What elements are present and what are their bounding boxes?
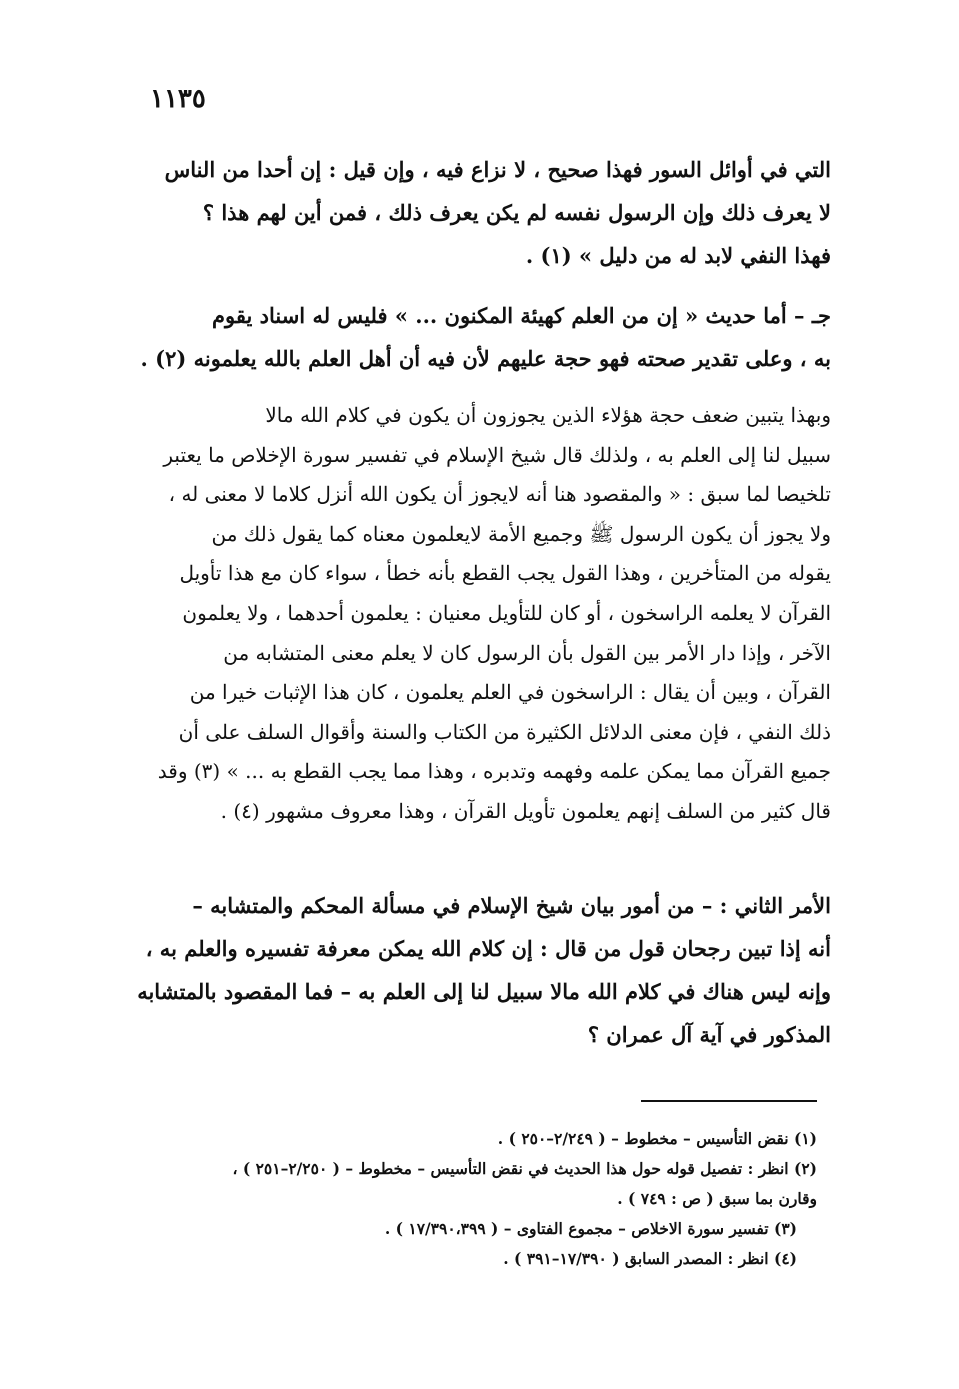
footnote-separator <box>641 1100 817 1102</box>
paragraph-1 <box>123 148 831 277</box>
text-line: القرآن لا يعلمه الراسخون ، أو كان للتأويل معنيان : يعلمون أحدهما ، ولا يعلمون <box>182 600 831 625</box>
text-line: ولا يجوز أن يكون الرسول ﷺ وجميع الأمة لايعلمون معناه كما يقول ذلك من <box>211 521 831 546</box>
footnote-2: (٢) انظر : تفصيل قوله حول هذا الحديث في نقض التأسيس – مخطوط – ( ٢/٢٥٠–٢٥١ ) ، <box>232 1159 817 1178</box>
text-line: التي في أوائل السور فهذا صحيح ، لا نزاع فيه ، وإن قيل : إن أحدا من الناس <box>164 157 831 182</box>
text-line: المذكور في آية آل عمران ؟ <box>587 1022 831 1047</box>
text-line: القرآن ، وبين أن يقال : الراسخون في العلم يعلمون ، كان هذا الإثبات خيرا من <box>189 680 831 705</box>
text-line: تلخيصا لما سبق : « والمقصود هنا أنه لايجوز أن يكون الله أنزل كلاما لا معنى له ، <box>168 482 831 507</box>
footnote-1: (١) نقض التأسيس – مخطوط – ( ٢/٢٤٩–٢٥٠ ) . <box>497 1129 817 1148</box>
paragraph-2 <box>123 294 831 380</box>
text-line: وبهذا يتبين ضعف حجة هؤلاء الذين يجوزون أن يكون في كلام الله مالا <box>265 403 831 427</box>
text-line: لا يعرف ذلك وإن الرسول نفسه لم يكن يعرف ذلك ، فمن أين لهم هذا ؟ <box>202 200 831 225</box>
page-number: ١١٣٥ <box>150 84 206 114</box>
text-line: ذلك النفي ، فإن معنى الدلائل الكثيرة من الكتاب والسنة وأقوال السلف على أن <box>178 719 831 744</box>
text-line: جميع القرآن مما يمكن علمه وفهمه وتدبره ، وهذا مما يجب القطع به ... » (٣) وقد <box>157 759 831 784</box>
footnote-2-continued: وقارن بما سبق ( ص : ٧٤٩ ) . <box>617 1189 817 1208</box>
text-line: الآخر ، وإذا دار الأمر بين القول بأن الرسول كان لا يعلم معنى المتشابه من <box>223 640 831 665</box>
text-line: قال كثير من السلف إنهم يعلمون تأويل القرآن ، وهذا معروف مشهور (٤) . <box>220 798 831 823</box>
paragraph-3 <box>123 396 831 832</box>
text-line: جـ – أما حديث « إن من العلم كهيئة المكنون ... » فليس له اسناد يقوم <box>212 303 831 328</box>
paragraph-4 <box>123 884 831 1056</box>
text-line: يقوله من المتأخرين ، وهذا القول يجب القطع بأنه خطأ ، سواء كان مع هذا تأويل <box>179 561 831 586</box>
text-line: الأمر الثاني : – من أمور بيان شيخ الإسلام في مسألة المحكم والمتشابه – <box>192 893 831 918</box>
footnote-3: (٣) تفسير سورة الاخلاص – مجموع الفتاوى – ( ١٧/٣٩٠،٣٩٩ ) . <box>384 1219 797 1238</box>
text-line: وإنه ليس هناك في كلام الله مالا سبيل لنا إلى العلم به – فما المقصود بالمتشابه <box>137 979 831 1004</box>
text-line: سبيل لنا إلى العلم به ، ولذلك قال شيخ الإسلام في تفسير سورة الإخلاص ما يعتبر <box>163 442 831 467</box>
text-line: أنه إذا تبين رجحان قول من قال : إن كلام الله يمكن معرفة تفسيره والعلم به ، <box>145 936 831 961</box>
footnotes <box>121 1124 817 1274</box>
text-line: فهذا النفي لابد له من دليل » (١) . <box>525 243 831 268</box>
footnote-4: (٤) انظر : المصدر السابق ( ١٧/٣٩٠–٣٩١ ) . <box>503 1249 797 1268</box>
text-line: به ، وعلى تقدير صحته فهو حجة عليهم لأن فيه أن أهل العلم بالله يعلمونه (٢) . <box>140 346 831 371</box>
